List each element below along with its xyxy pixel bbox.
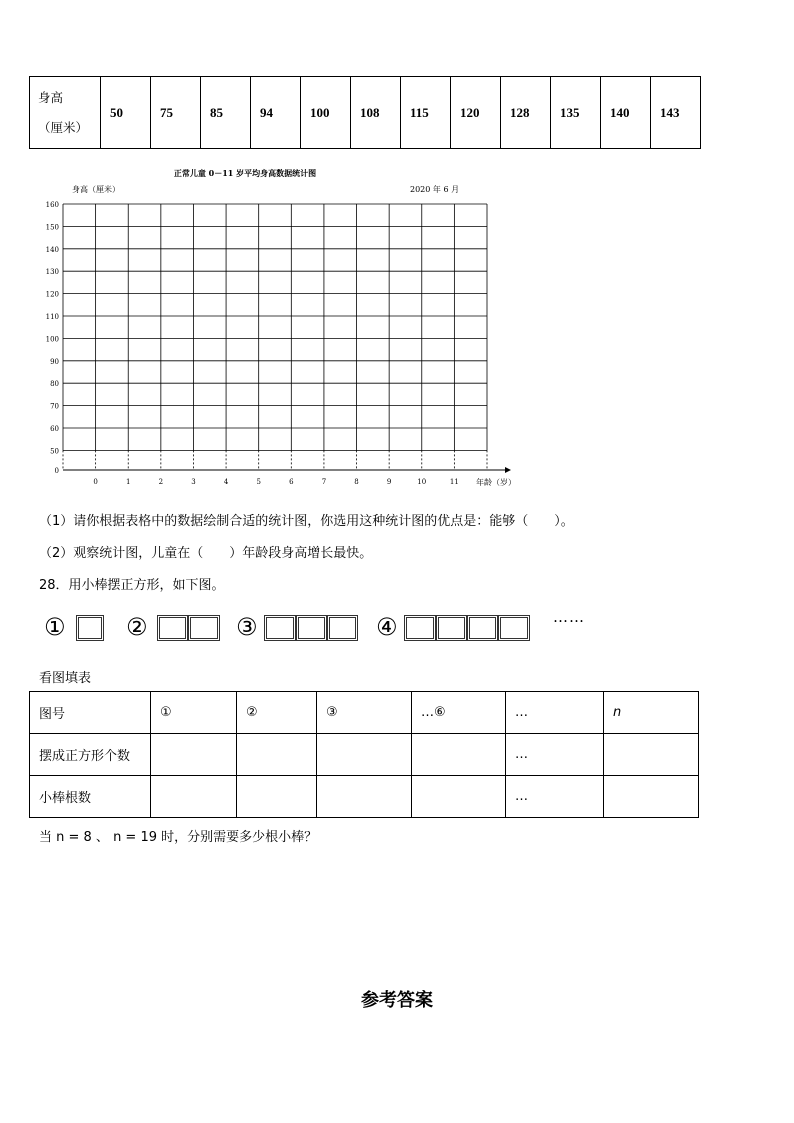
x-tick-label: 11 [449, 478, 459, 486]
height-value-4: 100 [301, 77, 351, 149]
table-cell: 图号 [30, 692, 151, 734]
stick-square [498, 615, 530, 641]
height-value-5: 108 [351, 77, 401, 149]
height-value-3: 94 [251, 77, 301, 149]
x-tick-label: 7 [321, 478, 327, 486]
question-28: 28．用小棒摆正方形，如下图。 [39, 578, 225, 593]
table-row [30, 77, 701, 149]
final-question: 当 n = 8 、 n = 19 时，分别需要多少根小棒？ [39, 830, 318, 845]
chart-date: 2020 年 6 月 [410, 185, 460, 194]
x-tick-label: 0 [93, 478, 98, 486]
figures-ellipsis: …… [553, 608, 585, 626]
table-cell: ② [237, 692, 317, 734]
table-cell: …⑥ [412, 692, 506, 734]
x-tick-label: 6 [289, 478, 294, 486]
y-tick-label: 140 [45, 245, 59, 254]
stick-square [264, 615, 296, 641]
height-value-2: 85 [201, 77, 251, 149]
height-table [29, 76, 701, 149]
stick-square [404, 615, 436, 641]
height-header-cell [30, 77, 101, 149]
question-1: （1）请你根据表格中的数据绘制合适的统计图，你选用这种统计图的优点是：能够（ ）。 [39, 514, 574, 529]
x-tick-label: 2 [158, 478, 164, 486]
x-tick-label: 8 [354, 478, 359, 486]
height-value-10: 140 [601, 77, 651, 149]
answer-heading: 参考答案 [361, 990, 433, 1011]
y-tick-label: 130 [45, 268, 59, 277]
table-cell: 小棒根数 [30, 776, 151, 818]
height-value-8: 128 [501, 77, 551, 149]
y-tick-label: 110 [45, 313, 59, 321]
table-cell: … [506, 692, 604, 734]
y-tick-label: 160 [45, 201, 59, 209]
height-header-line2: （厘米） [38, 119, 89, 135]
y-tick-label: 50 [50, 447, 59, 456]
height-value-11: 143 [651, 77, 701, 149]
table-cell: 摆成正方形个数 [30, 734, 151, 776]
x-tick-label: 5 [256, 478, 261, 486]
table-row [30, 692, 699, 734]
stick-square [296, 615, 327, 641]
answer-cell[interactable] [151, 734, 237, 776]
look-and-fill-label: 看图填表 [39, 671, 92, 686]
figure-label-3: ③ [236, 613, 258, 641]
answer-cell[interactable] [604, 776, 699, 818]
table-cell: n [604, 692, 699, 734]
height-header-line1: 身高 [38, 89, 64, 105]
x-tick-label: 10 [417, 478, 427, 486]
y-tick-label: 100 [45, 335, 59, 344]
y-tick-label: 120 [45, 290, 59, 299]
question-2: （2）观察统计图，儿童在（ ）年龄段身高增长最快。 [39, 546, 373, 561]
y-tick-label: 150 [45, 223, 59, 232]
answer-cell[interactable] [412, 776, 506, 818]
y-tick-labels [46, 201, 59, 475]
x-tick-label: 3 [191, 478, 196, 486]
y-tick-label: 60 [50, 425, 59, 433]
table-cell: … [506, 776, 604, 818]
x-tick-label: 4 [223, 478, 229, 486]
answer-cell[interactable] [604, 734, 699, 776]
y-tick-label: 0 [54, 467, 59, 475]
answer-cell[interactable] [151, 776, 237, 818]
chart-y-axis-label: 身高（厘米） [72, 185, 120, 194]
chart-x-axis-label: 年龄（岁） [476, 478, 516, 487]
answer-cell[interactable] [237, 734, 317, 776]
table-cell: ① [151, 692, 237, 734]
height-value-1: 75 [151, 77, 201, 149]
y-tick-label: 80 [50, 380, 59, 389]
table-row [30, 776, 699, 818]
stick-square [436, 615, 467, 641]
blank-chart-grid [30, 160, 530, 495]
height-value-7: 120 [451, 77, 501, 149]
y-tick-label: 70 [50, 402, 59, 411]
grid-lines [63, 204, 511, 473]
stick-square [157, 615, 188, 641]
x-tick-labels [93, 478, 458, 486]
stick-square [76, 615, 104, 641]
table-cell: … [506, 734, 604, 776]
height-value-0: 50 [101, 77, 151, 149]
answer-cell[interactable] [317, 734, 412, 776]
figure-label-1: ① [44, 613, 66, 641]
x-tick-label: 9 [386, 478, 392, 486]
height-value-6: 115 [401, 77, 451, 149]
table-cell: ③ [317, 692, 412, 734]
stick-square [327, 615, 358, 641]
answer-cell[interactable] [317, 776, 412, 818]
x-axis-arrow [505, 467, 511, 473]
figure-label-4: ④ [376, 613, 398, 641]
height-value-9: 135 [551, 77, 601, 149]
stick-square [188, 615, 220, 641]
y-tick-label: 90 [50, 357, 59, 366]
figure-label-2: ② [126, 613, 148, 641]
x-tick-label: 1 [125, 478, 131, 486]
table-row [30, 734, 699, 776]
answer-cell[interactable] [237, 776, 317, 818]
fill-in-table [29, 691, 699, 818]
chart-title: 正常儿童 0－11 岁平均身高数据统计图 [173, 168, 317, 178]
answer-cell[interactable] [412, 734, 506, 776]
stick-square [467, 615, 498, 641]
